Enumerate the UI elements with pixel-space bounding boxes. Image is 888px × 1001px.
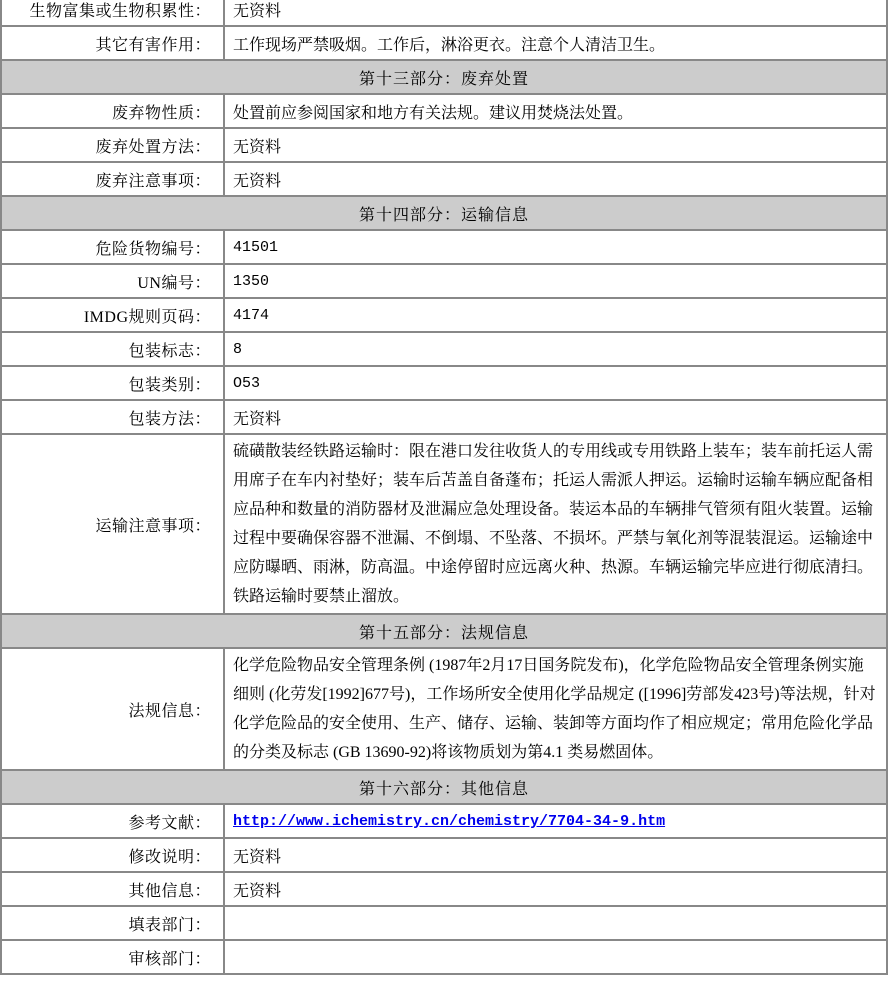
field-value: 41501 (224, 230, 887, 264)
field-value: 无资料 (224, 400, 887, 434)
field-value (224, 906, 887, 940)
field-label: 法规信息： (1, 648, 224, 770)
section-header: 第十三部分：废弃处置 (1, 60, 887, 94)
table-row (1, 434, 887, 614)
field-label: 审核部门： (1, 940, 224, 974)
section-header-row (1, 770, 887, 804)
field-label: 废弃物性质： (1, 94, 224, 128)
field-value (224, 804, 887, 838)
section-header-row (1, 196, 887, 230)
field-value: 硫磺散装经铁路运输时：限在港口发往收货人的专用线或专用铁路上装车；装车前托运人需用席子在车内衬垫好；装车后苫盖自备蓬布；托运人需派人押运。运输时运输车辆应配备相应品种和数量的消防器材及泄漏应急处理设备。装运本品的车辆排气管须有阻火装置。运输过程中要确保容器不泄漏、不倒塌、不坠落、不损坏。严禁与氧化剂等混装混运。运输途中应防曝晒、雨淋，防高温。中途停留时应远离火种、热源。车辆运输完毕应进行彻底清扫。铁路运输时要禁止溜放。 (224, 434, 887, 614)
table-row (1, 94, 887, 128)
field-label: 其他信息： (1, 872, 224, 906)
field-value: 无资料 (224, 162, 887, 196)
section-header: 第十四部分：运输信息 (1, 196, 887, 230)
field-value: 工作现场严禁吸烟。工作后，淋浴更衣。注意个人清洁卫生。 (224, 26, 887, 60)
section-header: 第十六部分：其他信息 (1, 770, 887, 804)
table-row (1, 838, 887, 872)
table-row (1, 872, 887, 906)
section-header: 第十五部分：法规信息 (1, 614, 887, 648)
field-label: 危险货物编号： (1, 230, 224, 264)
field-label: 包装标志： (1, 332, 224, 366)
field-label: 参考文献： (1, 804, 224, 838)
table-row (1, 128, 887, 162)
table-row (1, 332, 887, 366)
field-label: 其它有害作用： (1, 26, 224, 60)
section-header-row (1, 614, 887, 648)
table-row (1, 26, 887, 60)
field-value: 处置前应参阅国家和地方有关法规。建议用焚烧法处置。 (224, 94, 887, 128)
table-row (1, 940, 887, 974)
msds-table-body (1, 0, 887, 974)
field-label: 生物富集或生物积累性： (1, 0, 224, 26)
reference-link[interactable]: http://www.ichemistry.cn/chemistry/7704-34-9.htm (233, 813, 666, 830)
field-label: UN编号： (1, 264, 224, 298)
field-label: IMDG规则页码： (1, 298, 224, 332)
table-row (1, 400, 887, 434)
field-label: 包装类别： (1, 366, 224, 400)
field-label: 填表部门： (1, 906, 224, 940)
table-row (1, 366, 887, 400)
field-label: 修改说明： (1, 838, 224, 872)
table-row (1, 648, 887, 770)
table-row (1, 906, 887, 940)
field-value: 化学危险物品安全管理条例 (1987年2月17日国务院发布)，化学危险物品安全管理条例实施细则 (化劳发[1992]677号)，工作场所安全使用化学品规定 ([1996]劳部发423号)等法规，针对化学危险品的安全使用、生产、储存、运输、装卸等方面均作了相应规定；常用危险化学品的分类及标志 (GB 13690-92)将该物质划为第4.1 类易燃固体。 (224, 648, 887, 770)
field-label: 废弃处置方法： (1, 128, 224, 162)
field-value (224, 940, 887, 974)
table-row (1, 804, 887, 838)
field-label: 废弃注意事项： (1, 162, 224, 196)
field-label: 包装方法： (1, 400, 224, 434)
field-value: 4174 (224, 298, 887, 332)
table-row (1, 264, 887, 298)
field-value: O53 (224, 366, 887, 400)
field-value: 1350 (224, 264, 887, 298)
field-value: 无资料 (224, 0, 887, 26)
section-header-row (1, 60, 887, 94)
table-row (1, 230, 887, 264)
table-row (1, 162, 887, 196)
table-row (1, 0, 887, 26)
field-value: 无资料 (224, 128, 887, 162)
table-row (1, 298, 887, 332)
field-label: 运输注意事项： (1, 434, 224, 614)
field-value: 无资料 (224, 838, 887, 872)
field-value: 8 (224, 332, 887, 366)
field-value: 无资料 (224, 872, 887, 906)
